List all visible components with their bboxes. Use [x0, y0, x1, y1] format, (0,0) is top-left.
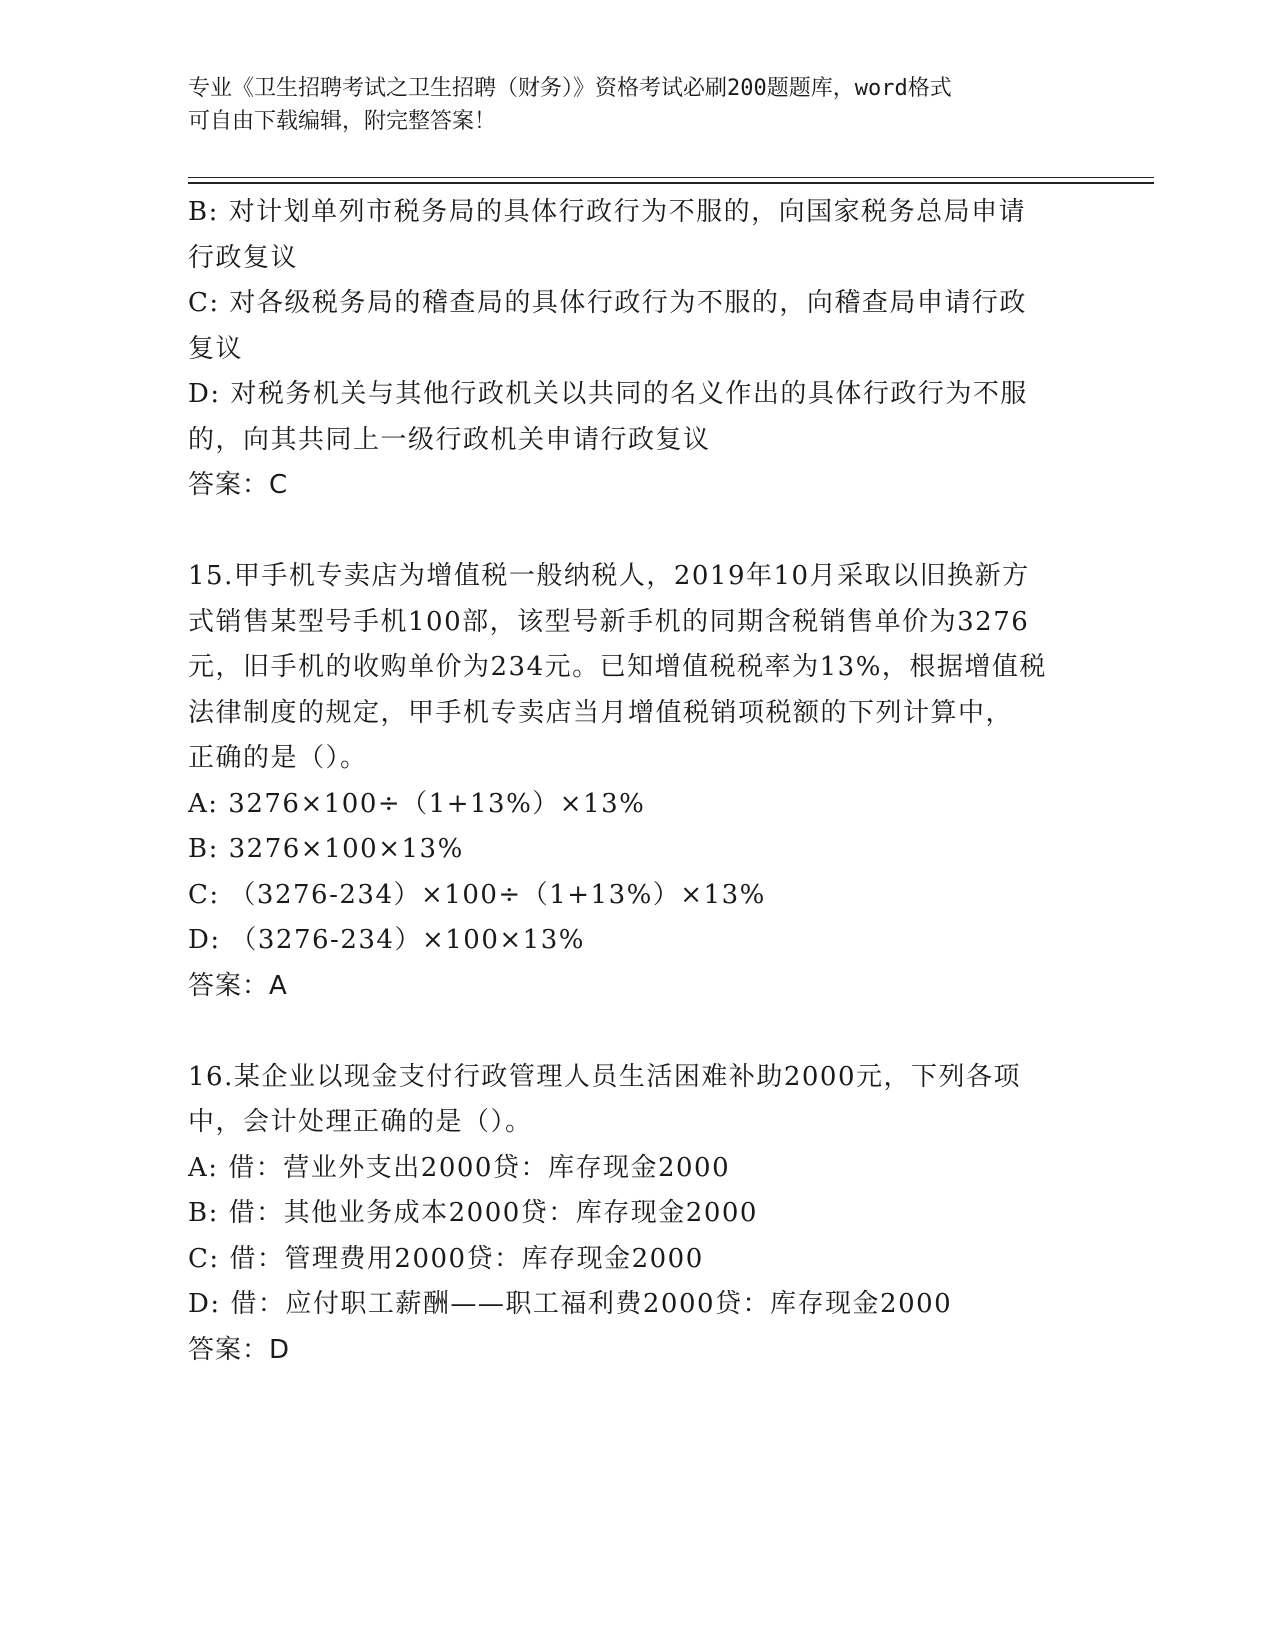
header-title-line-2: 可自由下载编辑，附完整答案！: [188, 109, 497, 134]
question-14-option-c-line-1: C: 对各级税务局的稽查局的具体行政行为不服的，向稽查局申请行政: [188, 288, 1027, 318]
question-15-stem-line-2: 式销售某型号手机100部，该型号新手机的同期含税销售单价为3276: [188, 606, 1030, 637]
spacer: [188, 1009, 1088, 1055]
question-16-option-b: B: 借：其他业务成本2000贷：库存现金2000: [188, 1198, 758, 1228]
header-divider-thick: [188, 182, 1154, 184]
spacer: [188, 509, 1088, 555]
question-14-answer: 答案：C: [188, 470, 289, 500]
question-14-option-b-line-2: 行政复议: [188, 242, 299, 273]
question-16-block: [188, 1055, 1088, 1374]
question-15-stem-line-1: 15.甲手机专卖店为增值税一般纳税人，2019年10月采取以旧换新方: [188, 561, 1030, 591]
question-15-stem-line-4: 法律制度的规定，甲手机专卖店当月增值税销项税额的下列计算中，: [188, 697, 1014, 728]
question-content: [188, 190, 1088, 1373]
question-16-stem-line-2: 中，会计处理正确的是（）。: [188, 1107, 533, 1137]
question-15-answer: 答案：A: [188, 970, 288, 1001]
question-15-option-a: A: 3276×100÷（1+13%）×13%: [188, 788, 646, 819]
question-16-stem-line-1: 16.某企业以现金支付行政管理人员生活困难补助2000元，下列各项: [188, 1061, 1022, 1092]
question-15-option-b: B: 3276×100×13%: [188, 834, 464, 864]
question-14-option-d-line-2: 的，向其共同上一级行政机关申请行政复议: [188, 424, 711, 455]
question-16-answer: 答案：D: [188, 1334, 291, 1365]
question-15-stem-line-5: 正确的是（）。: [188, 743, 368, 773]
question-14-option-c-line-2: 复议: [188, 333, 244, 364]
header-divider-thin: [188, 177, 1154, 178]
question-14-block: [188, 190, 1088, 509]
question-14-option-d-line-1: D: 对税务机关与其他行政机关以共同的名义作出的具体行政行为不服: [188, 379, 1028, 409]
question-15-stem-line-3: 元，旧手机的收购单价为234元。已知增值税税率为13%，根据增值税: [188, 652, 1047, 682]
question-15-block: [188, 554, 1088, 1009]
question-14-option-b-line-1: B: 对计划单列市税务局的具体行政行为不服的，向国家税务总局申请: [188, 197, 1027, 227]
header-title-line-1: 专业《卫生招聘考试之卫生招聘（财务）》资格考试必刷200题题库，word格式: [188, 76, 952, 101]
question-15-option-c: C: （3276-234）×100÷（1+13%）×13%: [188, 879, 766, 910]
question-16-option-a: A: 借：营业外支出2000贷：库存现金2000: [188, 1152, 731, 1183]
question-15-option-d: D: （3276-234）×100×13%: [188, 925, 585, 955]
document-header: [188, 72, 1088, 138]
question-16-option-d: D: 借：应付职工薪酬——职工福利费2000贷：库存现金2000: [188, 1289, 953, 1319]
question-16-option-c: C: 借：管理费用2000贷：库存现金2000: [188, 1243, 704, 1274]
